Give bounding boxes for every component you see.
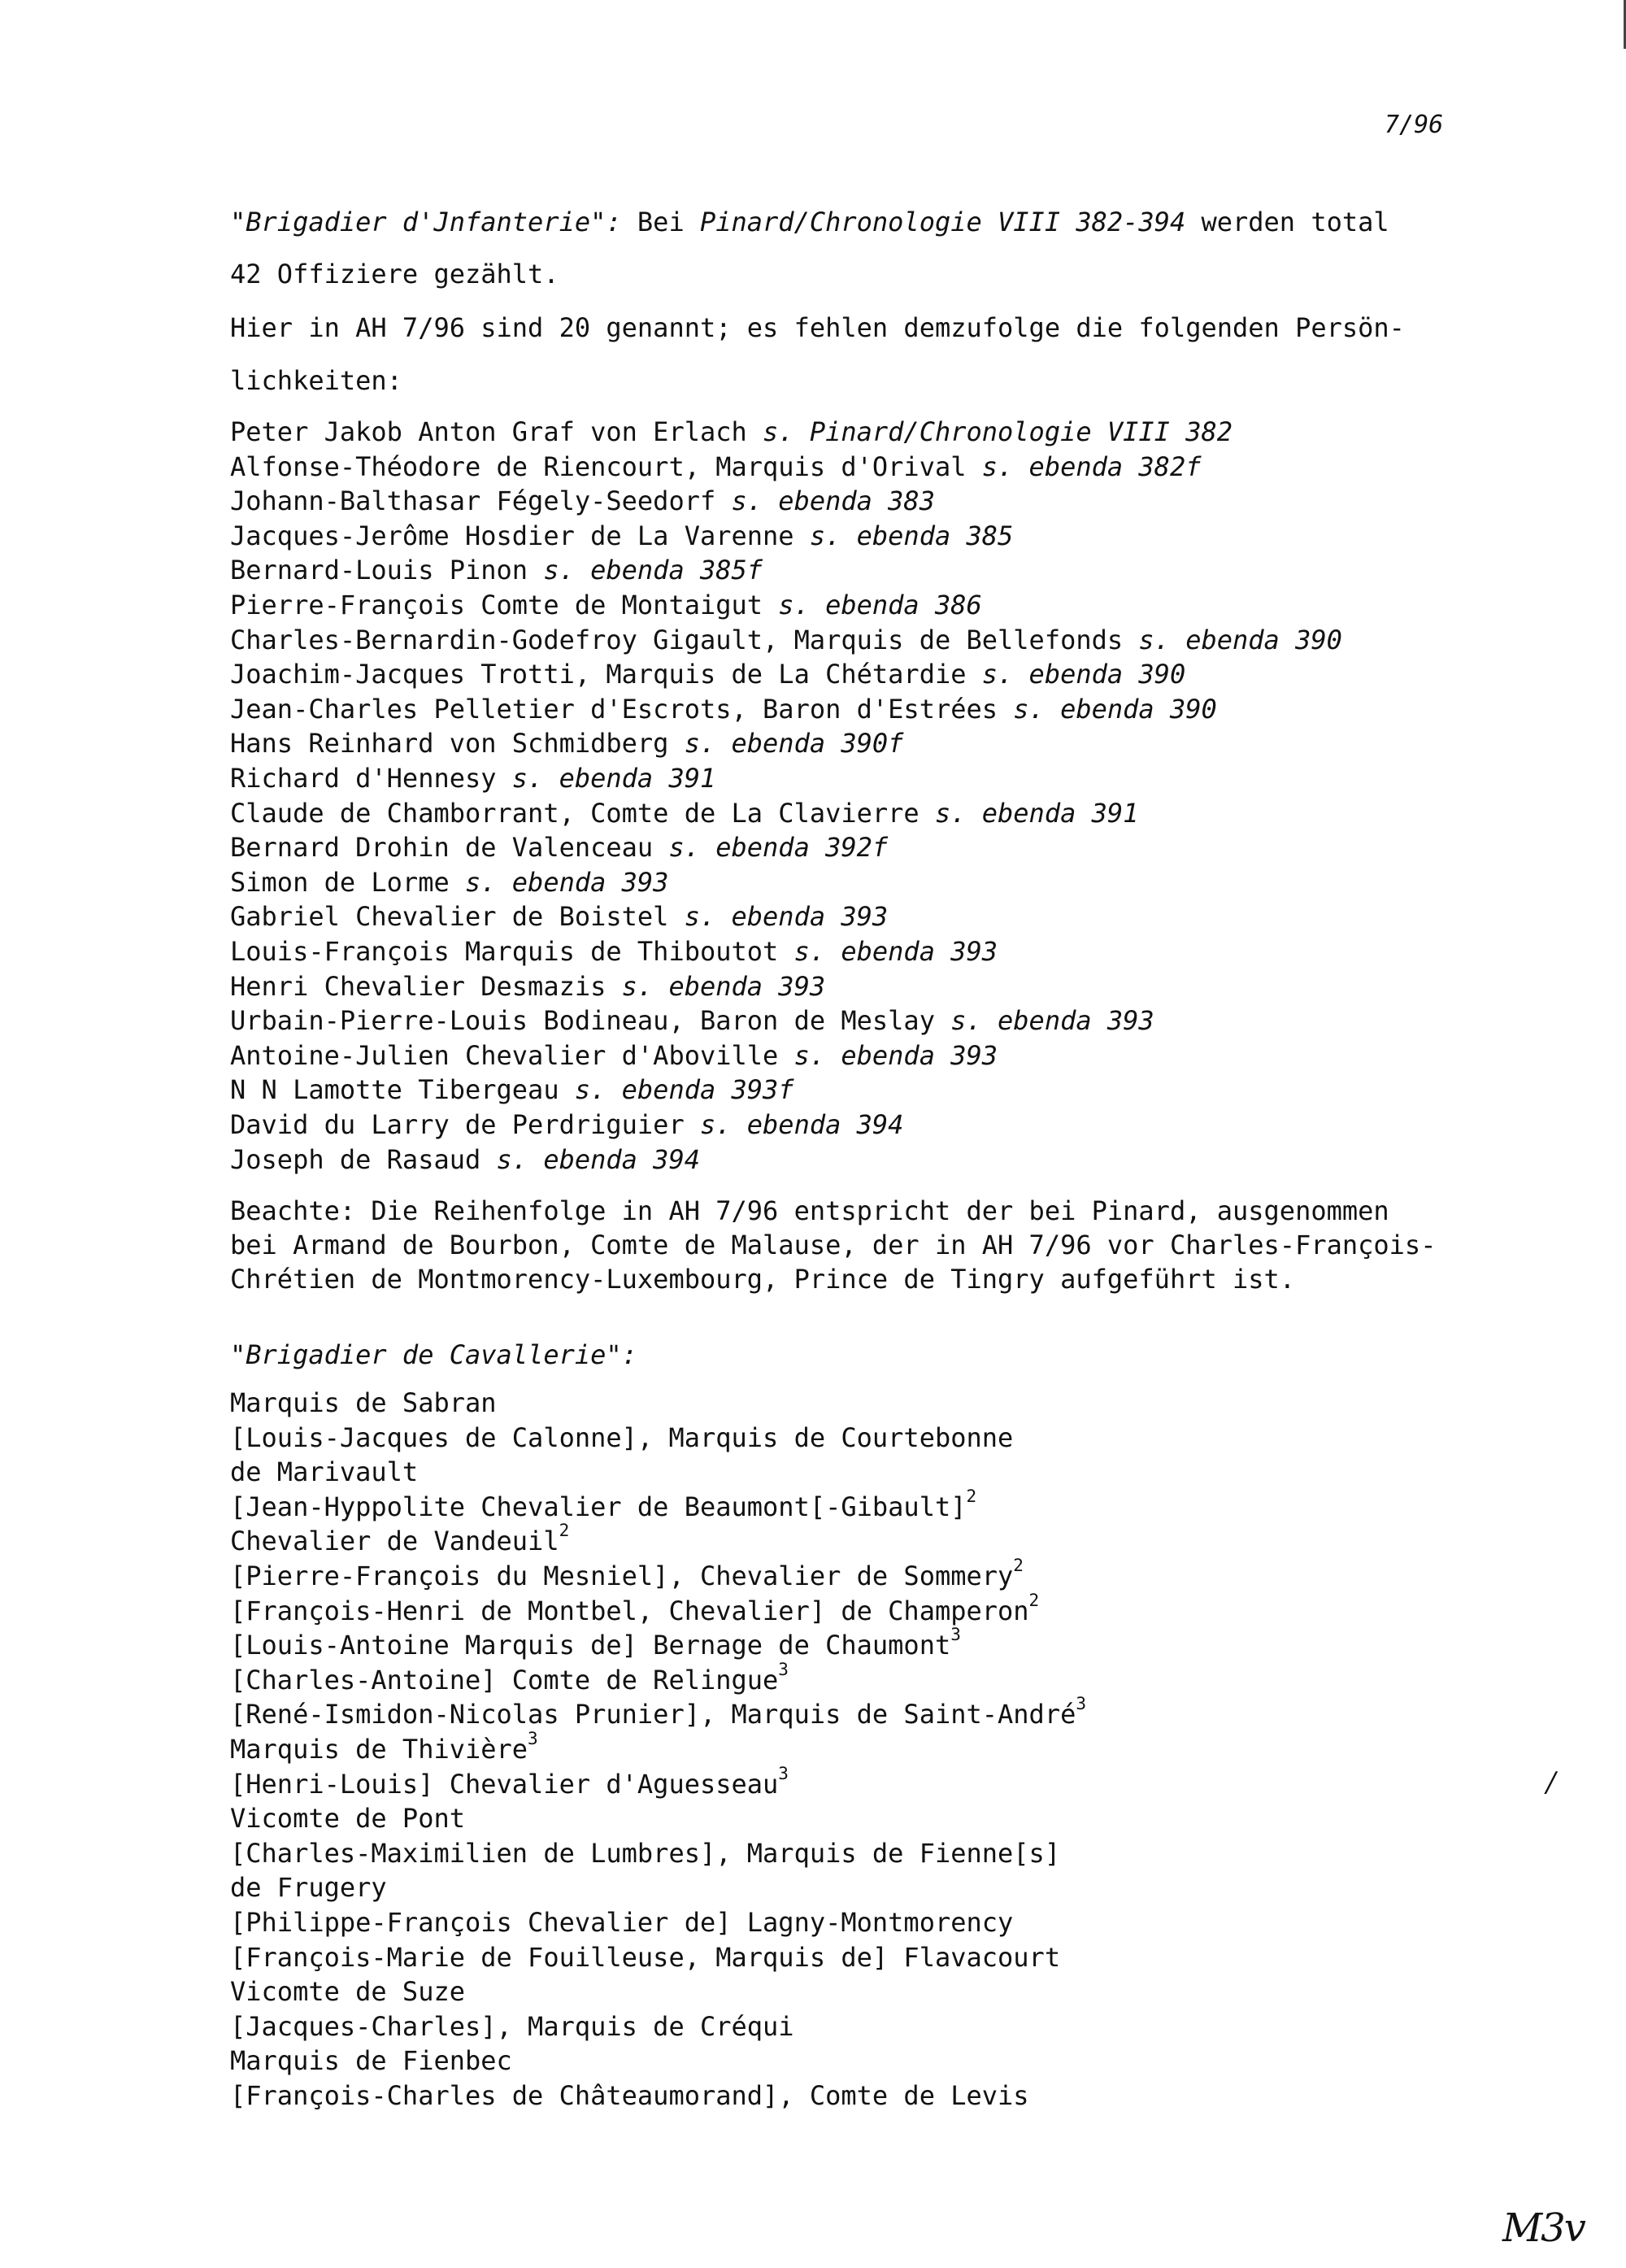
officer-reference: s. ebenda 393 <box>793 1039 998 1071</box>
cavalry-entry <box>230 1905 1013 1939</box>
cavalry-entry-text: [Louis-Antoine Marquis de] Bernage de Chaumont <box>230 1630 951 1661</box>
officer-row <box>230 865 668 899</box>
officer-reference: s. ebenda 390 <box>1013 693 1217 725</box>
cavalry-entry-text: Chevalier de Vandeuil <box>230 1526 559 1557</box>
officer-reference: s. ebenda 390f <box>684 728 904 760</box>
officer-reference: s. ebenda 390 <box>981 659 1186 690</box>
infantry-heading-line <box>230 205 1389 239</box>
beachte-line: Beachte: Die Reihenfolge in AH 7/96 entspricht der bei Pinard, ausgenommen <box>230 1195 1389 1226</box>
officer-row <box>230 415 1233 449</box>
officer-name: Urbain-Pierre-Louis Bodineau, Baron de Meslay <box>230 1005 935 1037</box>
officer-name: Jean-Charles Pelletier d'Escrots, Baron d'Estrées <box>230 693 998 725</box>
cavalry-entry <box>230 2044 512 2078</box>
cavalry-entry-text: Marquis de Fienbec <box>230 2045 512 2077</box>
cavalry-entry-text: [Jean-Hyppolite Chevalier de Beaumont[-Gibault] <box>230 1491 967 1522</box>
infantry-intro-end: werden total <box>1185 207 1389 237</box>
officer-row <box>230 1143 700 1177</box>
officer-reference: s. ebenda 391 <box>511 763 716 794</box>
officer-row <box>230 830 888 864</box>
footnote-marker: 2 <box>1028 1590 1040 1610</box>
officer-row <box>230 796 1138 830</box>
officer-row <box>230 899 888 934</box>
cavalry-entry <box>230 1455 418 1489</box>
infantry-intro-line2: 42 Offiziere gezählt. <box>230 259 559 289</box>
officer-name: Jacques-Jerôme Hosdier de La Varenne <box>230 520 794 551</box>
cavalry-entry <box>230 1763 789 1804</box>
officer-name: Hans Reinhard von Schmidberg <box>230 728 669 760</box>
officer-row <box>230 969 825 1003</box>
footnote-marker: 2 <box>1013 1556 1024 1575</box>
infantry-heading: "Brigadier d'Jnfanterie": <box>230 207 622 237</box>
officer-reference: s. ebenda 393 <box>793 936 998 967</box>
cavalry-entry <box>230 1729 538 1770</box>
officer-reference: s. ebenda 382f <box>981 451 1202 482</box>
cavalry-entry <box>230 1870 387 1905</box>
footnote-marker: 3 <box>950 1625 961 1645</box>
officer-row <box>230 519 1013 553</box>
officer-reference: s. ebenda 394 <box>699 1109 904 1140</box>
officer-reference: s. ebenda 393 <box>621 970 826 1002</box>
footnote-marker: 2 <box>559 1521 570 1541</box>
officer-reference: s. ebenda 393f <box>574 1074 794 1106</box>
cavalry-entry <box>230 1521 570 1561</box>
cavalry-entry-text: [François-Charles de Châteaumorand], Comte de Levis <box>230 2080 1029 2111</box>
cavalry-entry-text: [Pierre-François du Mesniel], Chevalier de Sommery <box>230 1561 1014 1591</box>
page-number: 7/96 <box>1385 111 1444 139</box>
cavalry-entry <box>230 1974 465 2009</box>
cavalry-entry-text: Marquis de Sabran <box>230 1387 497 1418</box>
cavalry-entry-text: de Frugery <box>230 1872 387 1904</box>
officer-reference: s. ebenda 392f <box>668 832 889 864</box>
cavalry-entry-text: Vicomte de Suze <box>230 1976 465 2008</box>
officer-row <box>230 657 1185 691</box>
officer-reference: s. ebenda 383 <box>731 485 935 517</box>
officer-reference: s. ebenda 385 <box>809 520 1014 551</box>
officer-row <box>230 1073 794 1107</box>
officer-reference: s. ebenda 393 <box>950 1005 1154 1037</box>
cavalry-entry <box>230 1801 465 1835</box>
cavalry-entry <box>230 1590 1040 1631</box>
officer-reference: s. ebenda 393 <box>464 866 669 898</box>
officer-reference: s. ebenda 394 <box>496 1143 700 1175</box>
cavalry-entry <box>230 1556 1024 1596</box>
officer-reference: s. ebenda 385f <box>543 555 763 586</box>
officer-name: David du Larry de Perdriguier <box>230 1109 685 1140</box>
cavalry-entry <box>230 1659 789 1700</box>
officer-reference: s. ebenda 391 <box>934 797 1139 829</box>
officer-name: Peter Jakob Anton Graf von Erlach <box>230 416 747 447</box>
cavalry-entry-text: [François-Marie de Fouilleuse, Marquis de] Flavacourt <box>230 1941 1061 1973</box>
margin-tick-mark: / <box>1546 1766 1556 1799</box>
cavalry-entry-text: Marquis de Thivière <box>230 1734 528 1765</box>
officer-name: Bernard Drohin de Valenceau <box>230 832 654 864</box>
cavalry-entry-text: Vicomte de Pont <box>230 1803 465 1835</box>
page-edge-mark <box>1614 0 1626 49</box>
officer-name: Charles-Bernardin-Godefroy Gigault, Marquis de Bellefonds <box>230 624 1124 655</box>
officer-name: Simon de Lorme <box>230 866 450 898</box>
footnote-marker: 3 <box>778 1659 789 1679</box>
officer-name: Richard d'Hennesy <box>230 763 497 794</box>
footnote-marker: 2 <box>966 1486 977 1506</box>
officer-row <box>230 726 903 760</box>
cavalry-entry <box>230 1386 497 1420</box>
cavalry-entry-text: de Marivault <box>230 1456 419 1488</box>
cavalry-entry-text: [Charles-Maximilien de Lumbres], Marquis de Fienne[s] <box>230 1837 1061 1869</box>
officer-row <box>230 1038 998 1073</box>
officer-row <box>230 761 715 795</box>
officer-reference: s. ebenda 393 <box>684 901 889 933</box>
cavalry-entry-text: [François-Henri de Montbel, Chevalier] de Champeron <box>230 1595 1029 1626</box>
officer-name: Henri Chevalier Desmazis <box>230 970 606 1002</box>
footnote-marker: 3 <box>1076 1694 1086 1714</box>
officer-name: Claude de Chamborrant, Comte de La Clavierre <box>230 797 920 829</box>
cavalry-entry <box>230 1694 1086 1735</box>
officer-name: Louis-François Marquis de Thiboutot <box>230 936 779 967</box>
cavalry-entry-text: [Jacques-Charles], Marquis de Créqui <box>230 2010 794 2042</box>
officer-row <box>230 450 1201 484</box>
beachte-line: bei Armand de Bourbon, Comte de Malause, der in AH 7/96 vor Charles-François- <box>230 1230 1437 1260</box>
officer-row <box>230 692 1217 726</box>
cavalry-entry <box>230 2009 794 2044</box>
beachte-line: Chrétien de Montmorency-Luxembourg, Prince de Tingry aufgeführt ist. <box>230 1264 1296 1295</box>
officer-row <box>230 553 763 587</box>
cavalry-heading: "Brigadier de Cavallerie": <box>230 1339 637 1370</box>
officer-name: N N Lamotte Tibergeau <box>230 1074 559 1106</box>
cavalry-entry <box>230 1486 977 1527</box>
officer-name: Gabriel Chevalier de Boistel <box>230 901 669 933</box>
officer-name: Antoine-Julien Chevalier d'Aboville <box>230 1039 779 1071</box>
cavalry-entry <box>230 1836 1060 1870</box>
cavalry-entry <box>230 1940 1060 1974</box>
officer-row <box>230 1108 903 1142</box>
officer-name: Alfonse-Théodore de Riencourt, Marquis d'Orival <box>230 451 967 482</box>
infantry-note-line2: lichkeiten: <box>230 365 402 396</box>
handwritten-folio-number: M3v <box>1502 2205 1585 2251</box>
cavalry-entry-text: [Louis-Jacques de Calonne], Marquis de Courtebonne <box>230 1421 1014 1453</box>
officer-reference: s. ebenda 386 <box>778 590 982 620</box>
cavalry-entry <box>230 1625 961 1665</box>
footnote-marker: 3 <box>778 1763 789 1783</box>
officer-row <box>230 484 935 518</box>
officer-name: Bernard-Louis Pinon <box>230 555 528 586</box>
officer-name: Pierre-François Comte de Montaigut <box>230 590 763 620</box>
officer-reference: s. ebenda 390 <box>1138 624 1342 655</box>
officer-name: Johann-Balthasar Fégely-Seedorf <box>230 485 716 517</box>
officer-name: Joachim-Jacques Trotti, Marquis de La Chétardie <box>230 659 967 690</box>
cavalry-entry-text: [Henri-Louis] Chevalier d'Aguesseau <box>230 1768 779 1800</box>
officer-row <box>230 1003 1154 1038</box>
cavalry-heading-line <box>230 1338 637 1372</box>
officer-row <box>230 934 998 969</box>
infantry-note-line1: Hier in AH 7/96 sind 20 genannt; es fehlen demzufolge die folgenden Persön- <box>230 312 1405 343</box>
cavalry-entry <box>230 1421 1013 1455</box>
officer-reference: s. Pinard/Chronologie VIII 382 <box>763 416 1233 447</box>
cavalry-entry <box>230 2079 1029 2113</box>
officer-name: Joseph de Rasaud <box>230 1143 481 1175</box>
footnote-marker: 3 <box>528 1729 538 1748</box>
cavalry-entry-text: [Philippe-François Chevalier de] Lagny-Montmorency <box>230 1907 1014 1938</box>
officer-row <box>230 588 982 622</box>
cavalry-entry-text: [Charles-Antoine] Comte de Relingue <box>230 1664 779 1696</box>
cavalry-entry-text: [René-Ismidon-Nicolas Prunier], Marquis de Saint-André <box>230 1699 1076 1730</box>
officer-row <box>230 623 1342 657</box>
infantry-intro-ref: Pinard/Chronologie VIII 382-394 <box>699 207 1186 237</box>
infantry-intro-mid: Bei <box>621 207 700 237</box>
